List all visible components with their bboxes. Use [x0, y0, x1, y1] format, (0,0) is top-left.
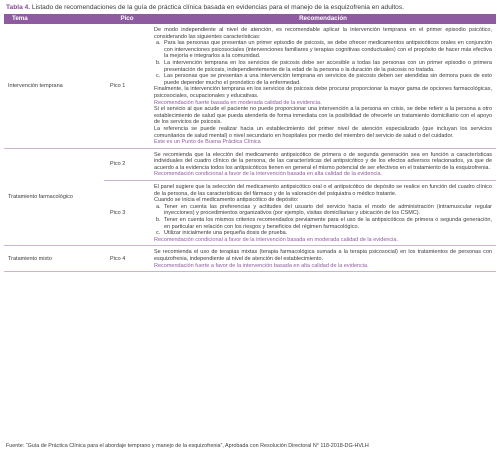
header-tema: Tema	[4, 14, 104, 24]
list-marker: b.	[156, 217, 161, 224]
pico-cell: Pico 2	[104, 148, 150, 180]
list-item	[154, 60, 492, 73]
tema-cell: Intervención temprana	[4, 24, 104, 148]
header-row	[4, 14, 496, 24]
table-row	[4, 24, 496, 148]
recommendation-closing: Finalmente, la intervención temprana en los servicios de psicosis debe procurar proporcionar la mayor gama de opciones farmacológicas, psicosociales, ocupacionales y educativas.	[154, 86, 492, 99]
recommendation-strength: Recomendación condicional a favor de la intervención basada en moderada calidad de la evidencia.	[154, 236, 398, 243]
recommendations-table	[4, 14, 496, 272]
recommendation-extra-2: La referencia se puede realizar hacia un establecimiento del primer nivel de atención especializado (que incluyan los servicios comunitarios de salud mental) o nivel secundario en hospitales por medio del miembro del servicio de salud o del cuidador.	[154, 125, 492, 139]
recommendation-extra: Si el servicio al que acude el paciente no puede proporcionar una intervención a la persona en crisis, se debe referir a la persona a otro establecimiento de salud que pueda atenderla de forma inmediata con la posibilidad de ofrecerle un tratamiento domiciliario con el apoyo de los servicios de psicosis.	[154, 106, 492, 126]
list-item	[154, 217, 492, 230]
list-marker: b.	[156, 59, 161, 66]
list-marker: a.	[156, 203, 161, 210]
recommendation-cell	[150, 24, 496, 148]
header-pico: Pico	[104, 14, 150, 24]
list-item	[154, 40, 492, 60]
recommendation-list	[154, 204, 492, 237]
pico-cell: Pico 3	[104, 181, 150, 246]
pico-cell: Pico 1	[104, 24, 150, 148]
recommendation-text: Se recomienda que la elección del medicamento antipsicótico de primera o de segunda generación sea en función a características individuales del cuadro clínico de la persona, de las características del antipsicótico y de los efectos adversos relacionados, ya que de acuerdo a la evidencia todos los antipsicóticos tienen en general el mismo potencial de ser efectivos en el tratamiento de la esquizofrenia.	[154, 151, 492, 171]
list-marker: a.	[156, 40, 161, 47]
recommendation-intro-2: Cuando se inicia el medicamento antipsicótico de depósito:	[154, 197, 299, 204]
list-item-text: Las personas que se presentan a una intervención temprana en servicios de psicosis deben ser atendidas sin demora pues de esto puede depender mucho el pronóstico de la enfermedad.	[164, 73, 492, 86]
recommendation-cell	[150, 246, 496, 272]
header-recomendacion: Recomendación	[150, 14, 496, 24]
recommendation-cell	[150, 148, 496, 180]
table-row	[4, 148, 496, 180]
recommendation-list	[154, 40, 492, 86]
list-item	[154, 204, 492, 217]
tema-cell: Tratamiento farmacológico	[4, 148, 104, 246]
pico-cell: Pico 4	[104, 246, 150, 272]
list-item-text: Tener en cuenta las preferencias y actitudes del usuario del servicio hacia el modo de administración (intramuscular regular inyecciones) y procedimientos organizativos (por ejemplo, visitas domiciliarias y ubicación de los CSMC).	[164, 203, 492, 217]
recommendation-strength: Recomendación fuerte basada en moderada calidad de la evidencia.	[154, 99, 322, 106]
tema-cell: Tratamiento mixto	[4, 246, 104, 272]
list-item-text: Utilizar inicialmente una pequeña dosis de prueba.	[164, 230, 288, 237]
recommendation-strength: Recomendación fuerte a favor de la intervención basada en alta calidad de la evidencia.	[154, 262, 369, 269]
recommendation-strength: Recomendación condicional a favor de la intervención basada en alta calidad de la evidencia.	[154, 171, 383, 178]
list-marker: c.	[156, 73, 161, 80]
list-item	[154, 230, 492, 237]
source-note: Fuente: “Guía de Práctica Clínica para el abordaje temprano y manejo de la esquizofrenia”, Aprobada con Resolución Directoral N° 118-2018-DG-HVLH	[6, 443, 369, 449]
table-caption	[6, 4, 494, 12]
recommendation-intro: El panel sugiere que la selección del medicamento antipsicótico oral o el antipsicótico de depósito se realice en función del cuadro clínico de la persona, de las características del fármaco y de la valoración del psiquiatra o médico tratante.	[154, 184, 492, 197]
good-practice-note: Este es un Punto de Buena Práctica Clínica	[154, 139, 261, 146]
list-item-text: Tener en cuenta los mismos criterios recomendados previamente para el uso de la antipsicóticos de primera o segunda generación, en particular en relación con los riesgos y beneficios del régimen farmacológico.	[164, 217, 492, 230]
recommendation-text: Se recomienda el uso de terapias mixtas (terapia farmacológica sumada a la terapia psicosocial) en los tratamientos de personas con esquizofrenia, independiente al nivel de atención del establecimiento.	[154, 249, 492, 262]
list-item-text: La intervención temprana en los servicios de psicosis debe ser accesible a todas las personas con un primer episodio o primera presentación de psicosis, independientemente de la edad de la persona o la duración de la psicosis no tratada.	[164, 59, 492, 73]
recommendation-intro: De modo independiente al nivel de atención, es recomendable aplicar la intervención temprana en el primer episodio psicótico, considerando las siguientes características:	[154, 27, 492, 40]
list-marker: c.	[156, 230, 161, 237]
table-row	[4, 246, 496, 272]
list-item-text: Para las personas que presentan un primer episodio de psicosis, se debe ofrecer medicamentos antipsicóticos orales en conjunción con intervenciones psicosociales (intervenciones familiares y terapias cognitivas conductuales) con el propósito de hacer más efectiva la mejoría e integrarlos a la comunidad.	[164, 40, 492, 60]
table-number: Tabla 4.	[6, 4, 31, 11]
recommendation-cell	[150, 181, 496, 246]
table-title: Listado de recomendaciones de la guía de práctica clínica basada en evidencias para el manejo de la esquizofrenia en adultos.	[31, 4, 404, 11]
list-item	[154, 73, 492, 86]
